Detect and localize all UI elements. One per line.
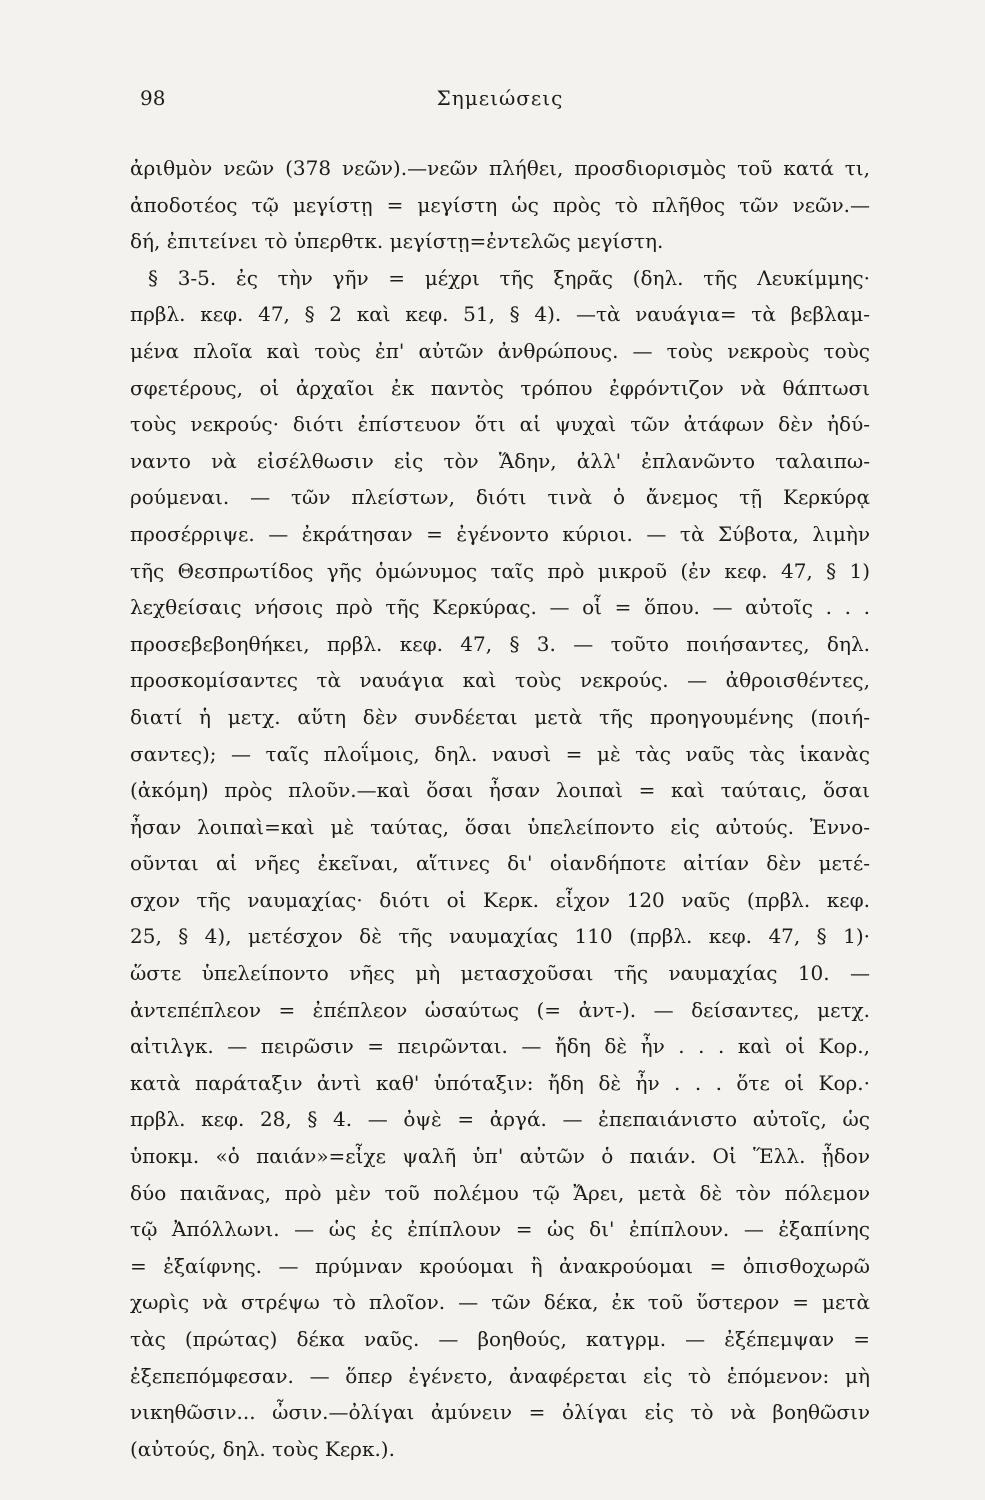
text-line: ἦσαν λοιπαὶ=καὶ μὲ ταύτας, ὅσαι ὑπελείποντο εἰς αὐτούς. Ἐννο-	[130, 814, 870, 839]
text-line: προσκομίσαντες τὰ ναυάγια καὶ τοὺς νεκρούς. — ἀθροισθέντες,	[130, 668, 870, 693]
page-number: 98	[140, 86, 166, 110]
text-line: τῷ Ἀπόλλωνι. — ὡς ἐς ἐπίπλουν = ὡς δι' ἐπίπλουν. — ἐξαπίνης	[130, 1217, 870, 1242]
text-line: χωρὶς νὰ στρέψω τὸ πλοῖον. — τῶν δέκα, ἐκ τοῦ ὕστερον = μετὰ	[130, 1290, 870, 1315]
text-line: διατί ἡ μετχ. αὕτη δὲν συνδέεται μετὰ τῆς προηγουμένης (ποιή-	[130, 704, 870, 729]
text-line: (αὐτούς, δηλ. τοὺς Κερκ.).	[130, 1436, 395, 1461]
text-line: προσέρριψε. — ἐκράτησαν = ἐγένοντο κύριοι. — τὰ Σύβοτα, λιμὴν	[130, 521, 870, 546]
text-line: τῆς Θεσπρωτίδος γῆς ὁμώνυμος ταῖς πρὸ μικροῦ (ἐν κεφ. 47, § 1)	[130, 558, 870, 583]
text-line: σαντες); — ταῖς πλοΐμοις, δηλ. ναυσὶ = μὲ τὰς ναῦς τὰς ἱκανὰς	[130, 741, 870, 766]
running-title: Σημειώσεις	[436, 86, 564, 110]
text-line: ναντο νὰ εἰσέλθωσιν εἰς τὸν Ἅδην, ἀλλ' ἐπλανῶντο ταλαιπω-	[130, 448, 870, 473]
text-line: κατὰ παράταξιν ἀντὶ καθ' ὑπόταξιν: ἤδη δὲ ἦν . . . ὅτε οἱ Κορ.·	[130, 1070, 870, 1095]
text-line: ἀριθμὸν νεῶν (378 νεῶν).—νεῶν πλήθει, προσδιορισμὸς τοῦ κατά τι,	[130, 156, 870, 180]
text-line: 25, § 4), μετέσχον δὲ τῆς ναυμαχίας 110 (πρβλ. κεφ. 47, § 1)·	[130, 924, 870, 949]
text-line: τοὺς νεκρούς· διότι ἐπίστευον ὅτι αἱ ψυχαὶ τῶν ἀτάφων δὲν ἠδύ-	[130, 412, 870, 437]
text-line: § 3-5. ἐς τὴν γῆν = μέχρι τῆς ξηρᾶς (δηλ. τῆς Λευκίμμης·	[148, 265, 870, 290]
text-line: προσεβεβοηθήκει, πρβλ. κεφ. 47, § 3. — τοῦτο ποιήσαντες, δηλ.	[130, 631, 870, 656]
text-line: πρβλ. κεφ. 47, § 2 καὶ κεφ. 51, § 4). —τὰ ναυάγια= τὰ βεβλαμ-	[130, 302, 870, 327]
text-line: ὑποκμ. «ὁ παιάν»=εἶχε ψαλῆ ὑπ' αὐτῶν ὁ παιάν. Οἱ Ἕλλ. ᾖδον	[130, 1144, 870, 1169]
text-line: ἐξεπεπόμφεσαν. — ὅπερ ἐγένετο, ἀναφέρεται εἰς τὸ ἑπόμενον: μὴ	[130, 1363, 870, 1388]
text-line: σφετέρους, οἱ ἀρχαῖοι ἐκ παντὸς τρόπου ἐφρόντιζον νὰ θάπτωσι	[130, 375, 870, 400]
text-line: ἀντεπέπλεον = ἐπέπλεον ὡσαύτως (= ἀντ-). — δείσαντες, μετχ.	[130, 997, 870, 1022]
text-line: = ἐξαίφνης. — πρύμναν κρούομαι ἢ ἀνακρούομαι = ὀπισθοχωρῶ	[130, 1253, 870, 1278]
text-line: αἰτιλγκ. — πειρῶσιν = πειρῶνται. — ἤδη δὲ ἦν . . . καὶ οἱ Κορ.,	[130, 1034, 870, 1059]
text-line: λεχθείσαις νήσοις πρὸ τῆς Κερκύρας. — οἷ = ὅπου. — αὐτοῖς . . .	[130, 595, 870, 620]
text-line: ἀποδοτέος τῷ μεγίστῃ = μεγίστη ὡς πρὸς τὸ πλῆθος τῶν νεῶν.—	[130, 192, 870, 217]
text-line: δύο παιᾶνας, πρὸ μὲν τοῦ πολέμου τῷ Ἄρει, μετὰ δὲ τὸν πόλεμον	[130, 1180, 870, 1205]
running-head	[140, 86, 860, 116]
notes-text	[130, 150, 870, 1467]
text-line: νικηθῶσιν... ὦσιν.—ὀλίγαι ἀμύνειν = ὀλίγαι εἰς τὸ νὰ βοηθῶσιν	[130, 1400, 870, 1425]
text-line: δή, ἐπιτείνει τὸ ὑπερθτκ. μεγίστῃ=ἐντελῶς μεγίστη.	[130, 229, 664, 254]
text-line: μένα πλοῖα καὶ τοὺς ἐπ' αὐτῶν ἀνθρώπους. — τοὺς νεκροὺς τοὺς	[130, 338, 870, 363]
text-line: ὥστε ὑπελείποντο νῆες μὴ μετασχοῦσαι τῆς ναυμαχίας 10. —	[130, 961, 870, 986]
text-line: τὰς (πρώτας) δέκα ναῦς. — βοηθούς, κατγρμ. — ἐξέπεμψαν =	[130, 1327, 870, 1351]
text-line: σχον τῆς ναυμαχίας· διότι οἱ Κερκ. εἶχον 120 ναῦς (πρβλ. κεφ.	[130, 887, 870, 912]
text-line: πρβλ. κεφ. 28, § 4. — ὀψὲ = ἀργά. — ἐπεπαιάνιστο αὐτοῖς, ὡς	[130, 1107, 870, 1132]
text-line: (ἀκόμη) πρὸς πλοῦν.—καὶ ὅσαι ἦσαν λοιπαὶ = καὶ ταύταις, ὅσαι	[130, 778, 870, 803]
text-line: οῦνται αἱ νῆες ἐκεῖναι, αἵτινες δι' οἱανδήποτε αἰτίαν δὲν μετέ-	[130, 851, 870, 876]
text-line: ρούμεναι. — τῶν πλείστων, διότι τινὰ ὁ ἄνεμος τῇ Κερκύρᾳ	[130, 485, 870, 510]
